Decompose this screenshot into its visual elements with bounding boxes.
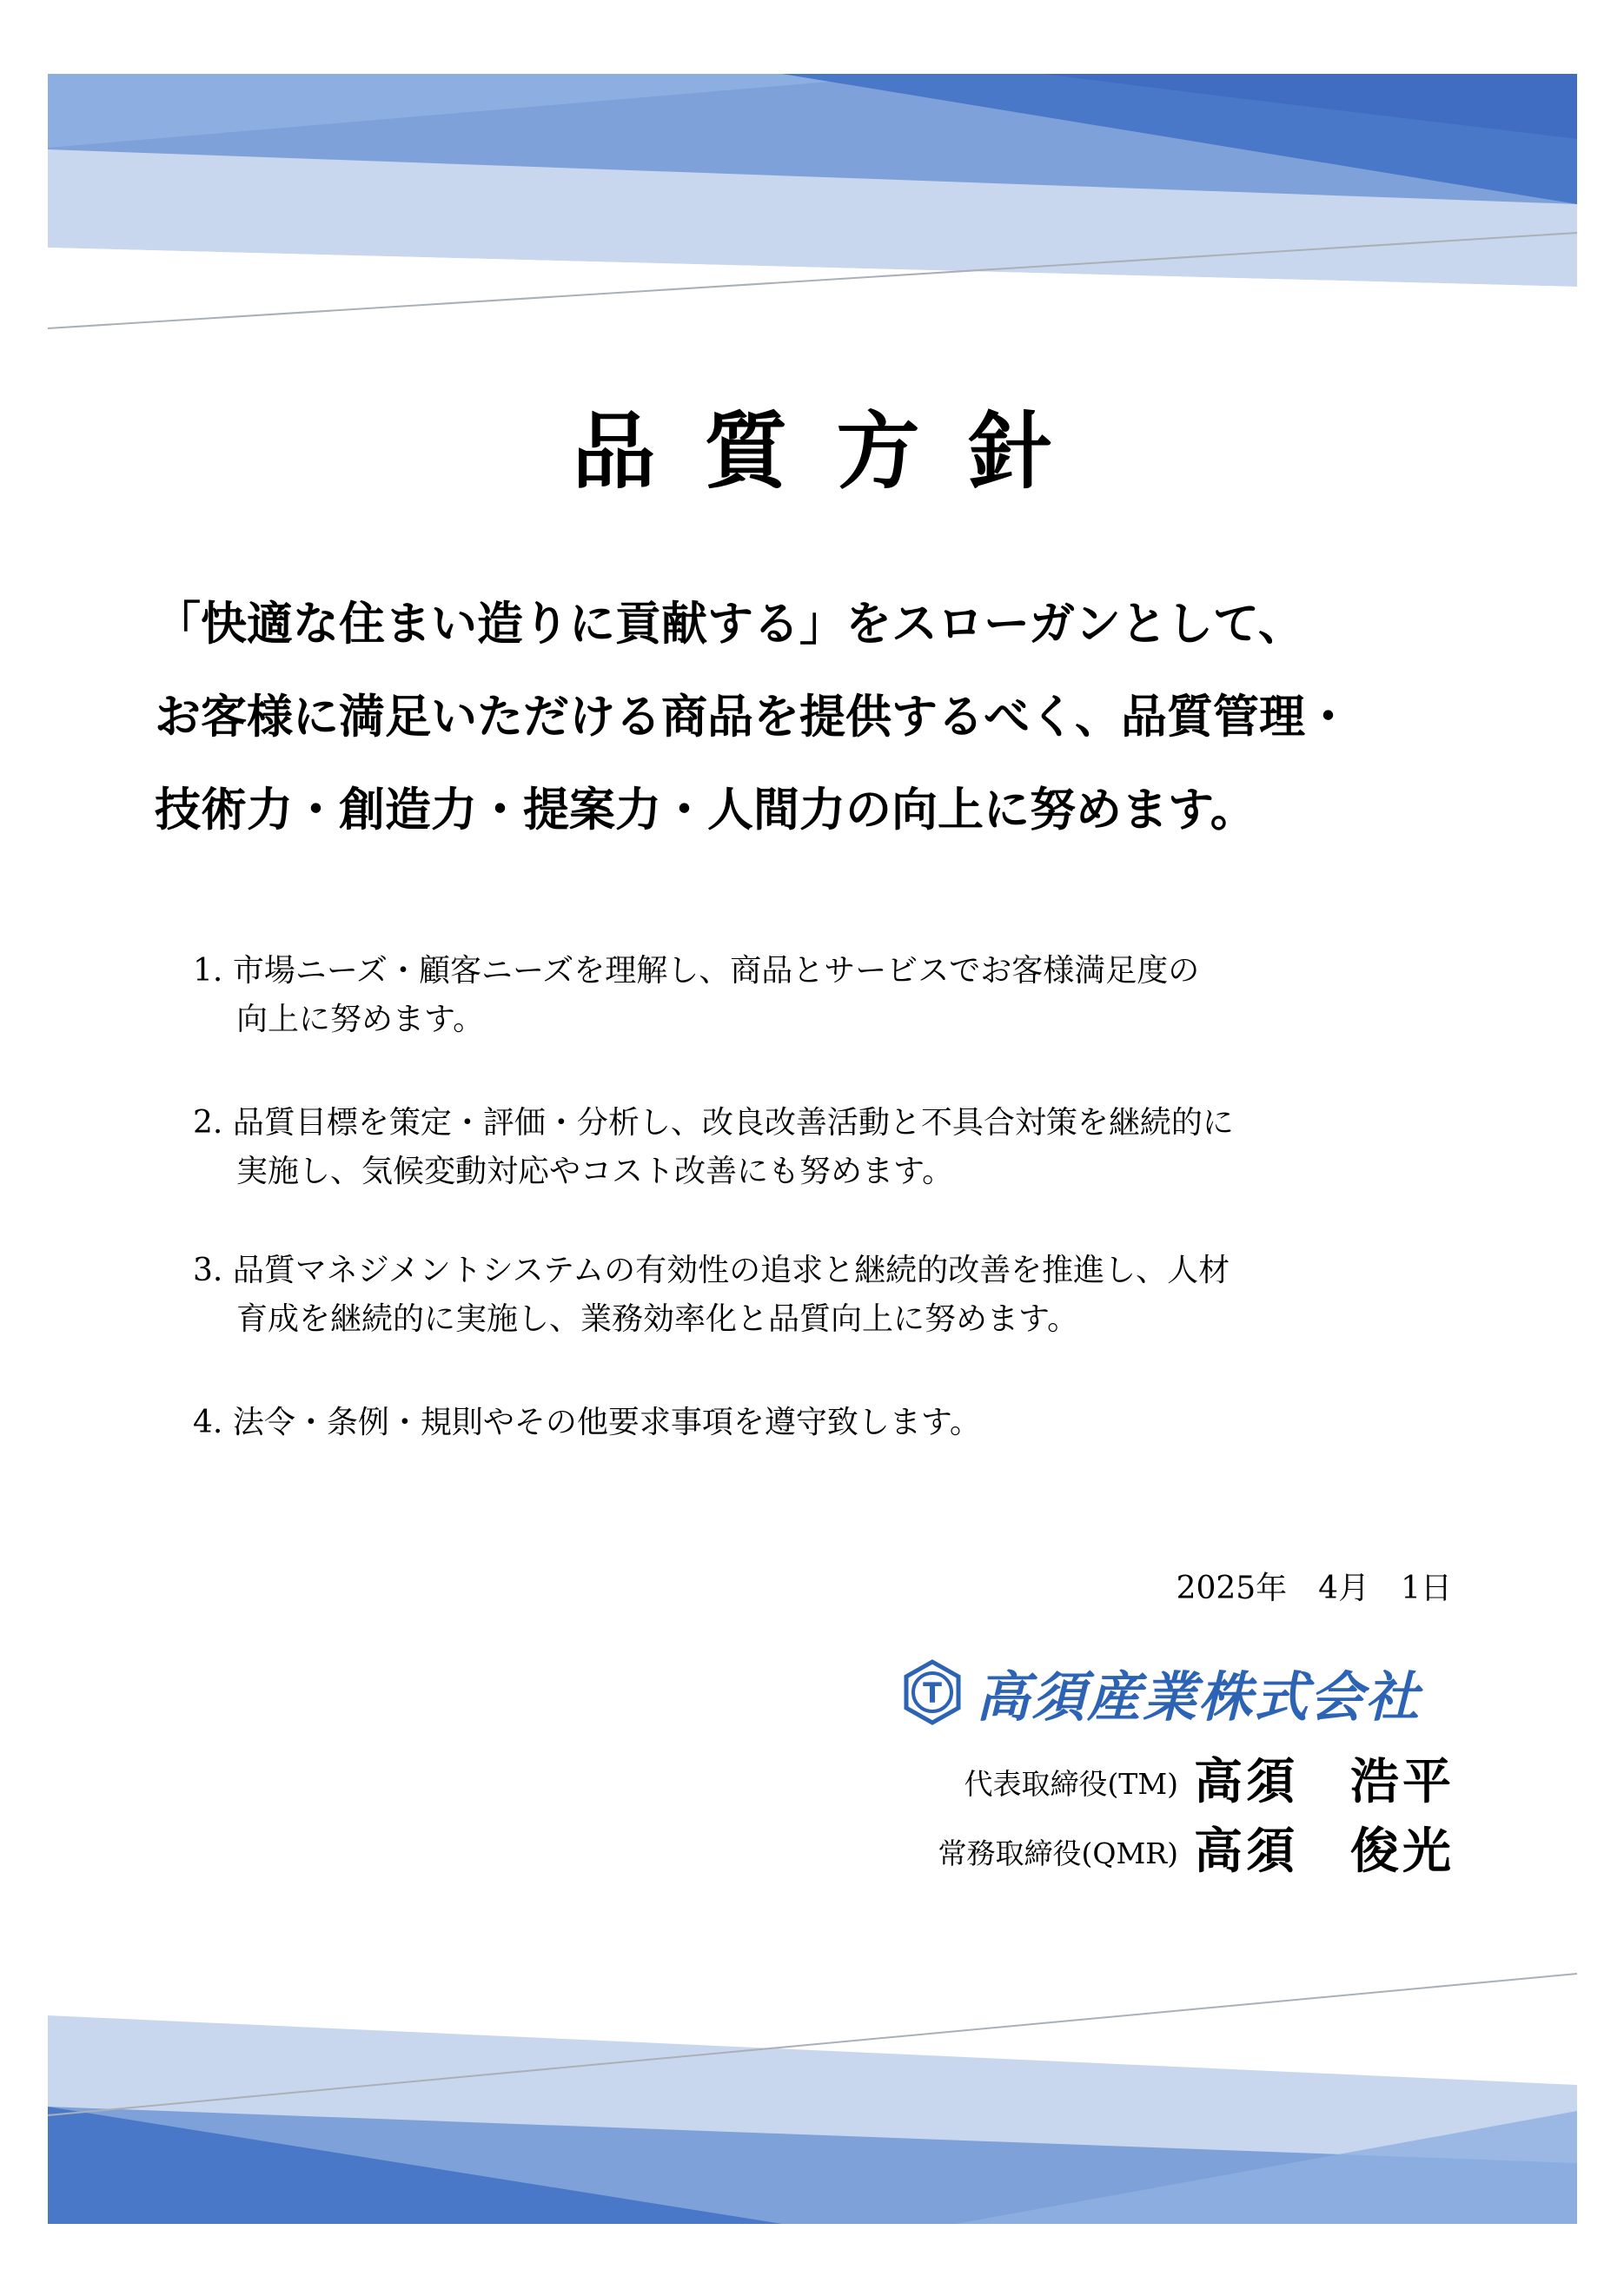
top-band-darker-shape	[1043, 74, 1577, 139]
top-band-mid-shape	[48, 74, 1577, 204]
company-mark-letter: T	[923, 1677, 942, 1710]
slogan-line-1: 「快適な住まい造りに貢献する」をスローガンとして、	[155, 598, 1304, 651]
signatory-role: 常務取締役(QMR)	[938, 1836, 1178, 1870]
policy-item-text-line2: 育成を継続的に実施し、業務効率化と品質向上に努めます。	[236, 1301, 1079, 1337]
top-band-left-shape	[48, 74, 921, 148]
company-name: 高須産業株式会社	[976, 1664, 1422, 1729]
bottom-band-line	[48, 1974, 1577, 2115]
bottom-band-light-shape	[48, 2015, 1577, 2224]
bottom-band-dark-shape	[48, 2107, 782, 2224]
bottom-decorative-band	[0, 1963, 1624, 2296]
bottom-band-base	[48, 1963, 1577, 2224]
slogan	[155, 578, 1510, 857]
top-band-dark-shape	[782, 74, 1577, 204]
policy-item-number: 1.	[193, 953, 223, 989]
policy-item	[193, 1099, 1234, 1196]
policy-item	[193, 1399, 981, 1447]
policy-item-number: 3.	[193, 1253, 223, 1288]
policy-item	[193, 947, 1199, 1044]
issue-date: 2025年 4月 1日	[1176, 1571, 1452, 1606]
policy-item-number: 4.	[193, 1405, 223, 1440]
company-logo	[899, 1655, 1473, 1730]
signatory-name: 高須 浩平	[1194, 1753, 1455, 1810]
signatory-role: 代表取締役(TM)	[964, 1767, 1178, 1801]
policy-item-text-line1: 品質マネジメントシステムの有効性の追求と継続的改善を推進し、人材	[232, 1253, 1230, 1288]
top-band-white-cut	[48, 248, 1577, 330]
bottom-band-mid-shape	[48, 2107, 1577, 2224]
signatory	[938, 1823, 1455, 1880]
policy-item-text-line2: 向上に努めます。	[236, 1002, 485, 1037]
top-band-light-shape	[48, 74, 1577, 287]
slogan-line-3: 技術力・創造力・提案力・人間力の向上に努めます。	[155, 784, 1256, 837]
slogan-line-2: お客様に満足いただける商品を提供するべく、品質管理・	[155, 691, 1351, 744]
policy-item-text-line2: 実施し、気候変動対応やコスト改善にも努めます。	[236, 1154, 954, 1189]
policy-item-number: 2.	[193, 1105, 223, 1141]
policy-item-text-line1: 市場ニーズ・顧客ニーズを理解し、商品とサービスでお客様満足度の	[232, 953, 1200, 989]
policy-item	[193, 1247, 1230, 1344]
top-band-line	[48, 233, 1577, 328]
top-decorative-band	[0, 0, 1624, 347]
policy-item-text-line1: 品質目標を策定・評価・分析し、改良改善活動と不具合対策を継続的に	[232, 1105, 1234, 1141]
bottom-band-right-shape	[956, 2111, 1577, 2224]
company-mark-icon	[899, 1659, 965, 1725]
signatory	[964, 1753, 1455, 1810]
policy-item-text-line1: 法令・条例・規則やその他要求事項を遵守致します。	[232, 1405, 981, 1440]
page-title: 品質方針	[572, 403, 1101, 500]
signatory-name: 高須 俊光	[1194, 1823, 1455, 1880]
